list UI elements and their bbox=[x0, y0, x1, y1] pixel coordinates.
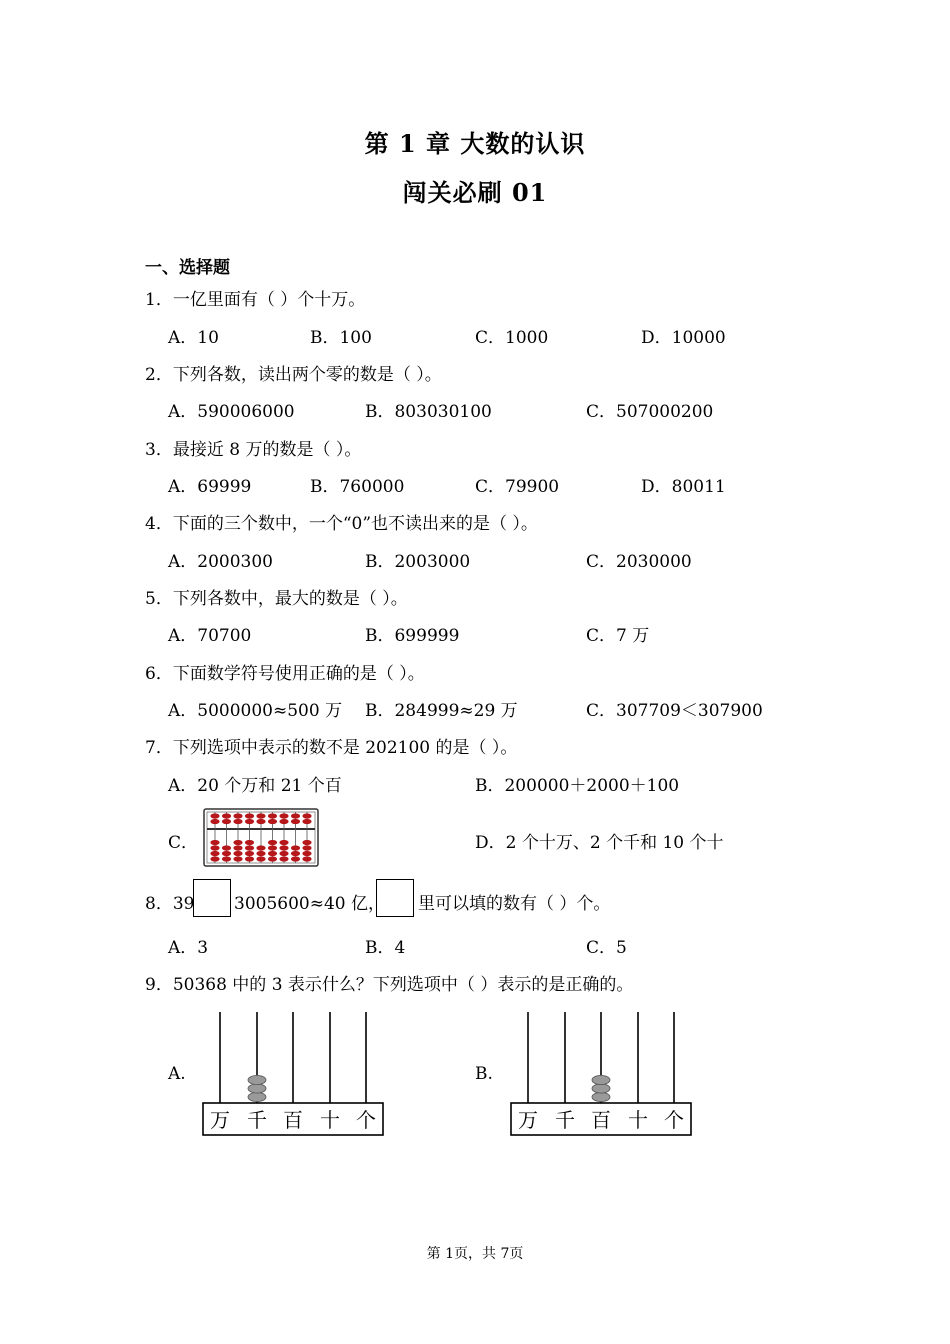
q5-option-c[interactable]: C．7 万 bbox=[586, 626, 650, 646]
counter-bead bbox=[248, 1075, 266, 1084]
q1-option-c[interactable]: C．1000 bbox=[475, 328, 549, 348]
abacus-bead bbox=[279, 845, 288, 850]
q1-option-d[interactable]: D．10000 bbox=[641, 328, 726, 348]
place-label-shi: 十 bbox=[628, 1108, 648, 1132]
place-label-qian: 千 bbox=[555, 1108, 575, 1132]
place-label-ge: 个 bbox=[356, 1108, 376, 1132]
q7-option-d[interactable]: D．2 个十万、2 个千和 10 个十 bbox=[475, 833, 724, 853]
abacus-bead bbox=[302, 851, 311, 856]
abacus-bead bbox=[302, 845, 311, 850]
q3-option-b[interactable]: B．760000 bbox=[310, 477, 405, 497]
abacus-bead bbox=[233, 845, 242, 850]
abacus-bead bbox=[210, 856, 219, 861]
q8-option-b[interactable]: B．4 bbox=[365, 938, 406, 958]
abacus-bead bbox=[302, 819, 311, 824]
q3-option-a[interactable]: A．69999 bbox=[168, 477, 252, 497]
abacus-bead bbox=[291, 819, 300, 824]
q4-option-b[interactable]: B．2003000 bbox=[365, 552, 471, 572]
abacus-bead bbox=[245, 845, 254, 850]
q2-option-b[interactable]: B．803030100 bbox=[365, 402, 492, 422]
abacus-bead bbox=[268, 819, 277, 824]
section-heading: 一、选择题 bbox=[145, 258, 230, 278]
question-8-part-1: 8．39 bbox=[145, 894, 195, 914]
abacus-bead bbox=[302, 840, 311, 845]
abacus-bead bbox=[291, 813, 300, 818]
abacus-bead bbox=[279, 840, 288, 845]
abacus-bead bbox=[233, 813, 242, 818]
counting-frame-a bbox=[200, 1008, 388, 1140]
abacus-bead bbox=[233, 851, 242, 856]
q4-option-a[interactable]: A．2000300 bbox=[168, 552, 273, 572]
counter-bead bbox=[248, 1092, 266, 1101]
page-subtitle: 闯关必刷 01 bbox=[402, 178, 548, 207]
abacus-bead bbox=[291, 845, 300, 850]
abacus-bead bbox=[210, 851, 219, 856]
abacus-bead bbox=[279, 851, 288, 856]
question-1: 1．一亿里面有（ ）个十万。 bbox=[145, 290, 366, 310]
question-3: 3．最接近 8 万的数是（ ）。 bbox=[145, 440, 362, 460]
place-label-qian: 千 bbox=[247, 1108, 267, 1132]
question-5: 5．下列各数中，最大的数是（ ）。 bbox=[145, 589, 408, 609]
q5-option-a[interactable]: A．70700 bbox=[168, 626, 252, 646]
abacus-bead bbox=[245, 856, 254, 861]
q2-option-a[interactable]: A．590006000 bbox=[168, 402, 295, 422]
abacus-bead bbox=[256, 819, 265, 824]
abacus-bead bbox=[291, 856, 300, 861]
q6-option-b[interactable]: B．284999≈29 万 bbox=[365, 701, 518, 721]
q3-option-d[interactable]: D．80011 bbox=[641, 477, 726, 497]
abacus-bead bbox=[222, 856, 231, 861]
q1-option-a[interactable]: A．10 bbox=[168, 328, 219, 348]
question-6: 6．下面数学符号使用正确的是（ ）。 bbox=[145, 664, 425, 684]
q4-option-c[interactable]: C．2030000 bbox=[586, 552, 692, 572]
counting-frame-b bbox=[508, 1008, 696, 1140]
q8-option-a[interactable]: A．3 bbox=[168, 938, 209, 958]
counter-bead bbox=[592, 1084, 610, 1093]
abacus-bead bbox=[233, 856, 242, 861]
q7-option-c[interactable]: C． bbox=[168, 833, 199, 853]
abacus-bead bbox=[210, 840, 219, 845]
q6-option-a[interactable]: A．5000000≈500 万 bbox=[168, 701, 343, 721]
place-label-wan: 万 bbox=[210, 1108, 230, 1132]
abacus-bead bbox=[222, 813, 231, 818]
abacus-bead bbox=[279, 856, 288, 861]
question-2: 2．下列各数，读出两个零的数是（ ）。 bbox=[145, 365, 442, 385]
page-number: 第 1页，共 7页 bbox=[426, 1246, 524, 1262]
abacus-bead bbox=[210, 819, 219, 824]
abacus-bead bbox=[256, 813, 265, 818]
abacus-bead bbox=[210, 813, 219, 818]
abacus-bead bbox=[256, 856, 265, 861]
abacus-bead bbox=[245, 840, 254, 845]
abacus-bead bbox=[302, 813, 311, 818]
q9-option-a[interactable]: A. bbox=[168, 1064, 186, 1084]
abacus-bead bbox=[233, 840, 242, 845]
abacus-bead bbox=[268, 856, 277, 861]
place-label-bai: 百 bbox=[591, 1108, 611, 1132]
abacus-bead bbox=[279, 819, 288, 824]
chapter-title: 第 1 章 大数的认识 bbox=[364, 129, 586, 158]
q7-option-a[interactable]: A．20 个万和 21 个百 bbox=[168, 776, 342, 796]
abacus-bead bbox=[268, 813, 277, 818]
answer-blank-box-2[interactable] bbox=[376, 879, 414, 917]
counter-bead bbox=[592, 1075, 610, 1084]
abacus-bead bbox=[268, 851, 277, 856]
abacus-bead bbox=[245, 819, 254, 824]
abacus-bead bbox=[222, 851, 231, 856]
abacus-bead bbox=[245, 813, 254, 818]
place-label-wan: 万 bbox=[518, 1108, 538, 1132]
counter-bead bbox=[592, 1092, 610, 1101]
q7-option-b[interactable]: B．200000＋2000＋100 bbox=[475, 776, 680, 796]
question-7: 7．下列选项中表示的数不是 202100 的是（ ）。 bbox=[145, 738, 518, 758]
abacus-bead bbox=[222, 819, 231, 824]
place-label-ge: 个 bbox=[664, 1108, 684, 1132]
abacus-bead bbox=[268, 845, 277, 850]
abacus-bead bbox=[268, 840, 277, 845]
q1-option-b[interactable]: B．100 bbox=[310, 328, 372, 348]
abacus-bead bbox=[291, 851, 300, 856]
q2-option-c[interactable]: C．507000200 bbox=[586, 402, 714, 422]
q8-option-c[interactable]: C．5 bbox=[586, 938, 627, 958]
q6-option-c[interactable]: C．307709＜307900 bbox=[586, 701, 763, 721]
abacus-bead bbox=[222, 845, 231, 850]
question-4: 4．下面的三个数中，一个“0”也不读出来的是（ ）。 bbox=[145, 514, 538, 534]
counter-bead bbox=[248, 1084, 266, 1093]
answer-blank-box[interactable] bbox=[193, 879, 231, 917]
abacus-bead bbox=[233, 819, 242, 824]
place-label-shi: 十 bbox=[320, 1108, 340, 1132]
q3-option-c[interactable]: C．79900 bbox=[475, 477, 560, 497]
abacus-bead bbox=[245, 851, 254, 856]
question-9: 9．50368 中的 3 表示什么？下列选项中（ ）表示的是正确的。 bbox=[145, 975, 634, 995]
question-8-part-2: 3005600≈40 亿， bbox=[234, 894, 385, 914]
abacus-picture bbox=[203, 808, 319, 867]
place-label-bai: 百 bbox=[283, 1108, 303, 1132]
q5-option-b[interactable]: B．699999 bbox=[365, 626, 460, 646]
abacus-bead bbox=[256, 851, 265, 856]
question-8-part-3: 里可以填的数有（ ）个。 bbox=[418, 894, 611, 914]
abacus-bead bbox=[210, 845, 219, 850]
q9-option-b[interactable]: B. bbox=[475, 1064, 493, 1084]
abacus-bead bbox=[256, 845, 265, 850]
abacus-bead bbox=[302, 856, 311, 861]
abacus-bead bbox=[279, 813, 288, 818]
